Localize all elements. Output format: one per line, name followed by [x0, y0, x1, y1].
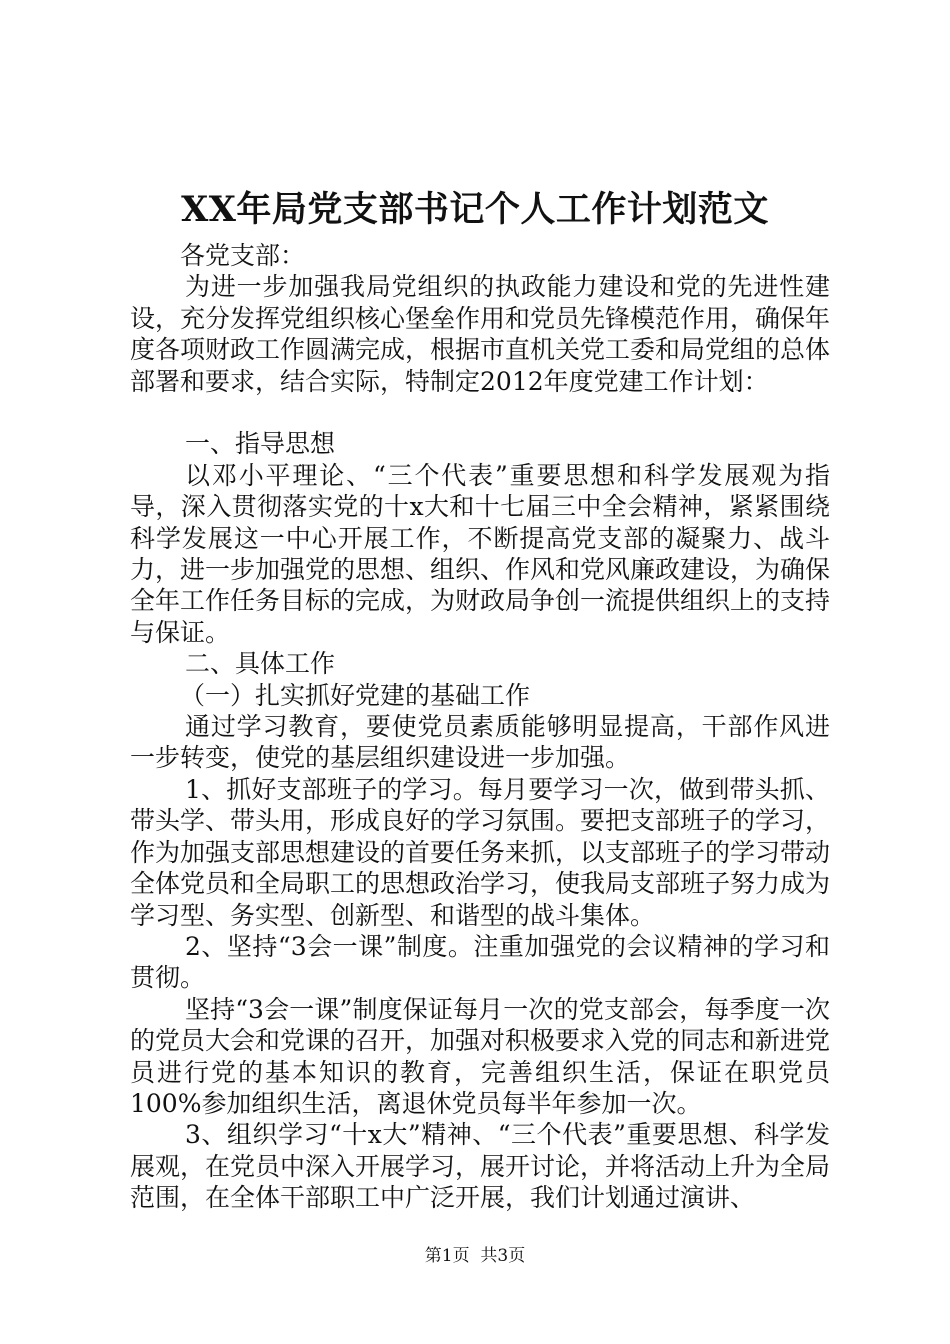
page-footer: 第1页 共3页 [424, 1246, 526, 1266]
item-1-paragraph: 1、抓好支部班子的学习。每月要学习一次，做到带头抓、带头学、带头用，形成良好的学习氛围。要把支部班子的学习，作为加强支部思想建设的首要任务来抓，以支部班子的学习带动全体党员和全局职工的思想政治学习，使我局支部班子努力成为学习型、务实型、创新型、和谐型的战斗集体。 [130, 774, 831, 930]
guiding-thought-paragraph: 以邓小平理论、“三个代表”重要思想和科学发展观为指导，深入贯彻落实党的十x大和十七届三中全会精神，紧紧围绕科学发展这一中心开展工作，不断提高党支部的凝聚力、战斗力，进一步加强党的思想、组织、作风和党风廉政建设，为确保全年工作任务目标的完成，为财政局争创一流提供组织上的支持与保证。 [130, 460, 831, 647]
section-heading-guiding-thought: 一、指导思想 [185, 429, 336, 459]
salutation: 各党支部： [180, 241, 306, 270]
subsection-heading-basic-work: （一）扎实抓好党建的基础工作 [180, 680, 531, 710]
paragraph-spacer [130, 397, 830, 428]
item-2-detail-paragraph: 坚持“3会一课”制度保证每月一次的党支部会，每季度一次的党员大会和党课的召开，加强对积极要求入党的同志和新进党员进行党的基本知识的教育，完善组织生活，保证在职党员100%参加组织生活，离退休党员每半年参加一次。 [130, 994, 831, 1118]
basic-work-paragraph: 通过学习教育，要使党员素质能够明显提高，干部作风进一步转变，使党的基层组织建设进一步加强。 [130, 712, 830, 773]
document-body [130, 240, 830, 1214]
section-heading-specific-work: 二、具体工作 [185, 649, 336, 679]
item-2-paragraph: 2、坚持“3会一课”制度。注重加强党的会议精神的学习和贯彻。 [130, 931, 830, 993]
item-3-paragraph: 3、组织学习“十x大”精神、“三个代表”重要思想、科学发展观，在党员中深入开展学习，展开讨论，并将活动上升为全局范围，在全体干部职工中广泛开展，我们计划通过演讲、 [130, 1120, 831, 1213]
document-title: XX年局党支部书记个人工作计划范文 [181, 189, 769, 230]
intro-paragraph: 为进一步加强我局党组织的执政能力建设和党的先进性建设，充分发挥党组织核心堡垒作用和党员先锋模范作用，确保年度各项财政工作圆满完成，根据市直机关党工委和局党组的总体部署和要求，结合实际，特制定2012年度党建工作计划： [130, 272, 831, 396]
